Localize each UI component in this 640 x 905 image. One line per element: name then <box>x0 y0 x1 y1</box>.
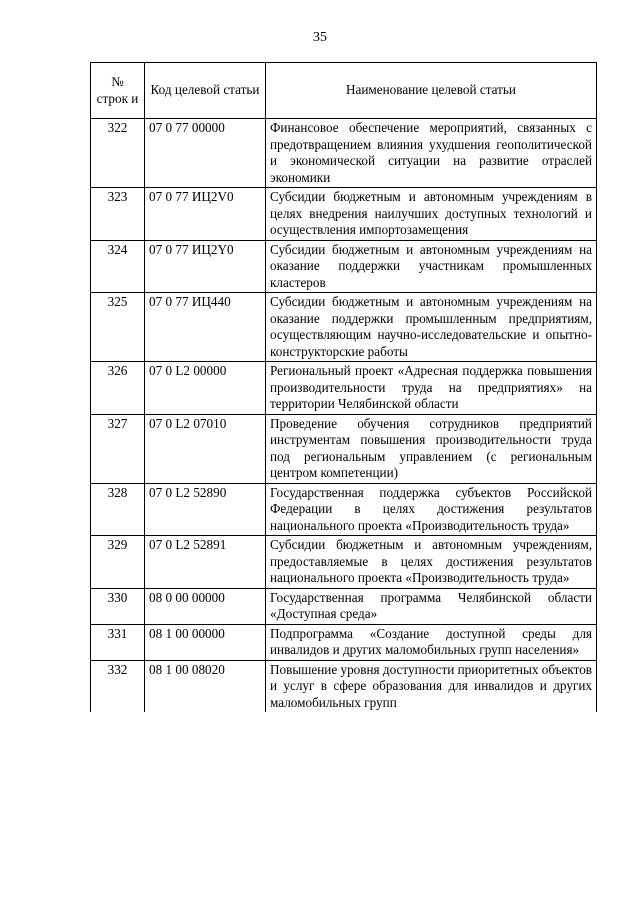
row-name: Проведение обучения сотрудников предприятий инструментам повышения производительности труда под региональным управлением (с региональным центром компетенции) <box>266 414 597 483</box>
row-number: 332 <box>91 660 145 712</box>
row-code: 07 0 77 ИЦ2Y0 <box>145 240 266 293</box>
table-row <box>91 588 597 624</box>
row-number: 323 <box>91 188 145 241</box>
header-name: Наименование целевой статьи <box>266 63 597 119</box>
page-number: 35 <box>313 30 327 45</box>
row-name: Субсидии бюджетным и автономным учреждениям в целях внедрения наилучших доступных технологий и осуществления импортозамещения <box>266 188 597 241</box>
row-name: Субсидии бюджетным и автономным учреждениям на оказание поддержки промышленным предприятиям, осуществляющим научно-исследовательские и опытно-конструкторские работы <box>266 293 597 362</box>
row-number: 327 <box>91 414 145 483</box>
row-number: 331 <box>91 624 145 660</box>
row-name: Субсидии бюджетным и автономным учреждениям на оказание поддержки участникам промышленных кластеров <box>266 240 597 293</box>
table-row <box>91 119 597 188</box>
row-name: Финансовое обеспечение мероприятий, связанных с предотвращением влияния ухудшения геополитической и экономической ситуации на развитие отраслей экономики <box>266 119 597 188</box>
row-code: 07 0 L2 52891 <box>145 536 266 589</box>
row-name: Субсидии бюджетным и автономным учреждениям, предоставляемые в целях достижения результатов национального проекта «Производительность труда» <box>266 536 597 589</box>
row-name: Государственная поддержка субъектов Российской Федерации в целях достижения результатов национального проекта «Производительность труда» <box>266 483 597 536</box>
row-number: 325 <box>91 293 145 362</box>
table-row <box>91 293 597 362</box>
row-code: 07 0 77 00000 <box>145 119 266 188</box>
table-row <box>91 414 597 483</box>
row-number: 330 <box>91 588 145 624</box>
table-row <box>91 624 597 660</box>
row-number: 329 <box>91 536 145 589</box>
row-name: Региональный проект «Адресная поддержка повышения производительности труда на предприятиях» на территории Челябинской области <box>266 362 597 415</box>
row-name: Повышение уровня доступности приоритетных объектов и услуг в сфере образования для инвалидов и других маломобильных групп <box>266 660 597 712</box>
table-row <box>91 660 597 712</box>
row-number: 326 <box>91 362 145 415</box>
target-articles-table <box>90 62 597 712</box>
row-code: 08 1 00 00000 <box>145 624 266 660</box>
table-row <box>91 483 597 536</box>
row-number: 324 <box>91 240 145 293</box>
row-number: 328 <box>91 483 145 536</box>
row-code: 08 1 00 08020 <box>145 660 266 712</box>
row-code: 07 0 L2 00000 <box>145 362 266 415</box>
row-number: 322 <box>91 119 145 188</box>
header-code: Код целевой статьи <box>145 63 266 119</box>
row-code: 07 0 77 ИЦ440 <box>145 293 266 362</box>
row-name: Подпрограмма «Создание доступной среды для инвалидов и других маломобильных групп населения» <box>266 624 597 660</box>
row-code: 07 0 L2 52890 <box>145 483 266 536</box>
row-name: Государственная программа Челябинской области «Доступная среда» <box>266 588 597 624</box>
row-code: 07 0 L2 07010 <box>145 414 266 483</box>
table-row <box>91 240 597 293</box>
table-row <box>91 536 597 589</box>
table-header-row <box>91 63 597 119</box>
table-row <box>91 188 597 241</box>
row-code: 08 0 00 00000 <box>145 588 266 624</box>
header-row-number: № строк и <box>91 63 145 119</box>
table-row <box>91 362 597 415</box>
row-code: 07 0 77 ИЦ2V0 <box>145 188 266 241</box>
